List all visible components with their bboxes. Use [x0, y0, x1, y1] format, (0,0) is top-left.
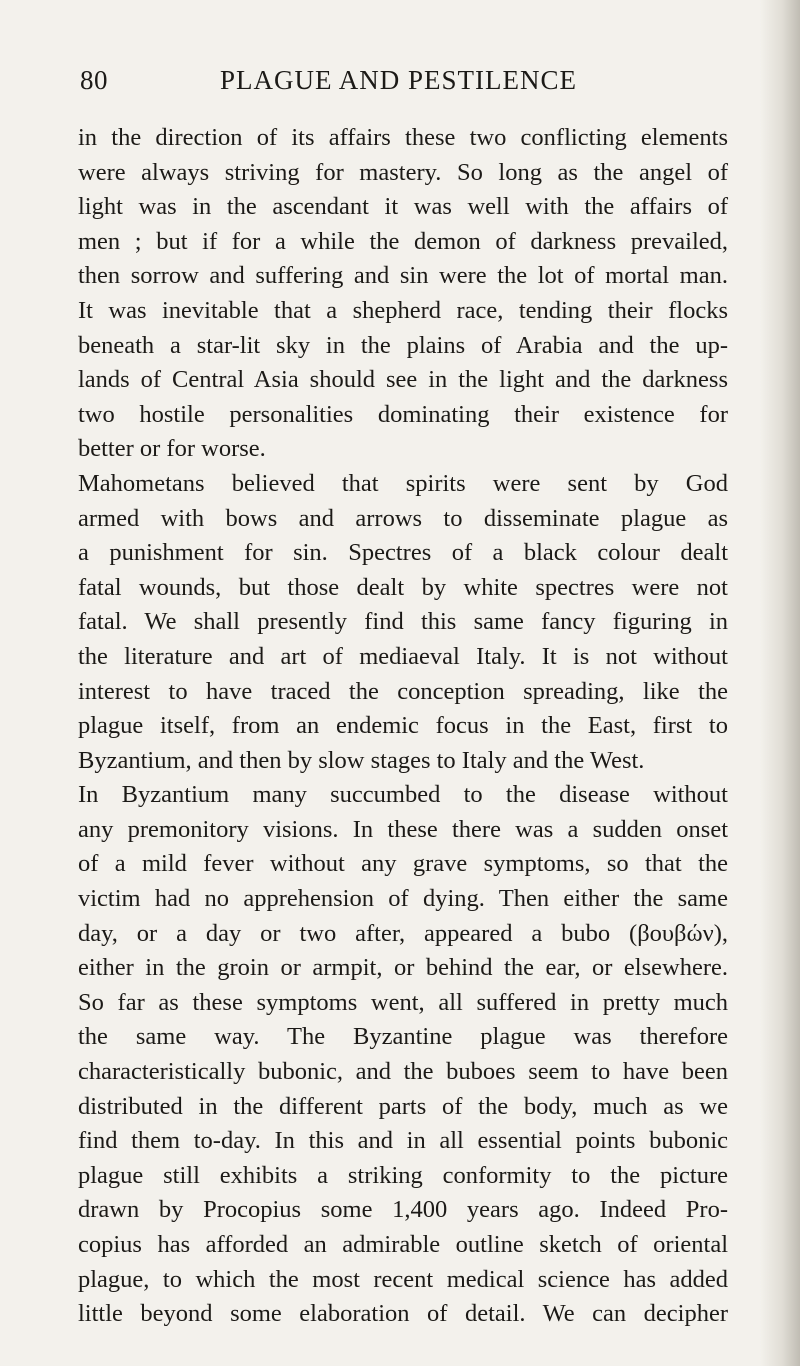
- page-gutter-shadow: [760, 0, 800, 1366]
- text-line: two hostile personalities dominating their existence for: [78, 400, 728, 428]
- text-line: fatal wounds, but those dealt by white spectres were not: [78, 573, 728, 601]
- text-line: beneath a star-lit sky in the plains of Arabia and the up-: [78, 331, 728, 359]
- page-number: 80: [80, 65, 108, 95]
- text-line: In Byzantium many succumbed to the disease without: [78, 781, 728, 809]
- text-line: It was inevitable that a shepherd race, tending their flocks: [78, 296, 728, 324]
- text-line: lands of Central Asia should see in the light and the darkness: [78, 366, 728, 394]
- text-line: find them to-day. In this and in all essential points bubonic: [78, 1127, 728, 1155]
- text-line: characteristically bubonic, and the buboes seem to have been: [78, 1058, 728, 1086]
- text-line: Mahometans believed that spirits were sent by God: [78, 469, 728, 497]
- text-line: a punishment for sin. Spectres of a black colour dealt: [78, 539, 728, 567]
- text-line: any premonitory visions. In these there was a sudden onset: [78, 815, 728, 843]
- text-line: So far as these symptoms went, all suffered in pretty much: [78, 988, 728, 1016]
- text-line: victim had no apprehension of dying. Then either the same: [78, 885, 728, 913]
- text-line: Byzantium, and then by slow stages to Italy and the West.: [78, 746, 645, 774]
- text-line: light was in the ascendant it was well with the affairs of: [78, 193, 728, 221]
- text-line: fatal. We shall presently find this same fancy figuring in: [78, 608, 728, 636]
- text-line: either in the groin or armpit, or behind the ear, or elsewhere.: [78, 954, 728, 982]
- text-line: copius has afforded an admirable outline sketch of oriental: [78, 1231, 728, 1258]
- text-line: interest to have traced the conception spreading, like the: [78, 677, 728, 705]
- text-line: plague itself, from an endemic focus in the East, first to: [78, 712, 728, 740]
- text-line: day, or a day or two after, appeared a bubo (βουβών),: [78, 919, 728, 947]
- text-line: plague still exhibits a striking conformity to the picture: [78, 1161, 728, 1189]
- text-line: the literature and art of mediaeval Italy. It is not without: [78, 642, 728, 670]
- text-line: armed with bows and arrows to disseminate plague as: [78, 504, 728, 532]
- text-line: little beyond some elaboration of detail. We can decipher: [78, 1300, 728, 1328]
- page-header: [80, 64, 740, 104]
- text-line: men ; but if for a while the demon of darkness prevailed,: [78, 227, 728, 255]
- text-line: plague, to which the most recent medical science has added: [78, 1265, 728, 1293]
- text-line: the same way. The Byzantine plague was therefore: [78, 1023, 728, 1051]
- text-line: drawn by Procopius some 1,400 years ago. Indeed Pro-: [78, 1196, 728, 1224]
- text-line: then sorrow and suffering and sin were the lot of mortal man.: [78, 262, 728, 290]
- text-line: in the direction of its affairs these two conflicting elements: [78, 124, 728, 151]
- running-head: PLAGUE AND PESTILENCE: [220, 65, 577, 95]
- text-line: better or for worse.: [78, 435, 266, 463]
- body-text: [78, 121, 728, 1332]
- text-line: distributed in the different parts of the body, much as we: [78, 1092, 728, 1120]
- text-line: of a mild fever without any grave symptoms, so that the: [78, 850, 728, 878]
- text-line: were always striving for mastery. So long as the angel of: [78, 158, 728, 186]
